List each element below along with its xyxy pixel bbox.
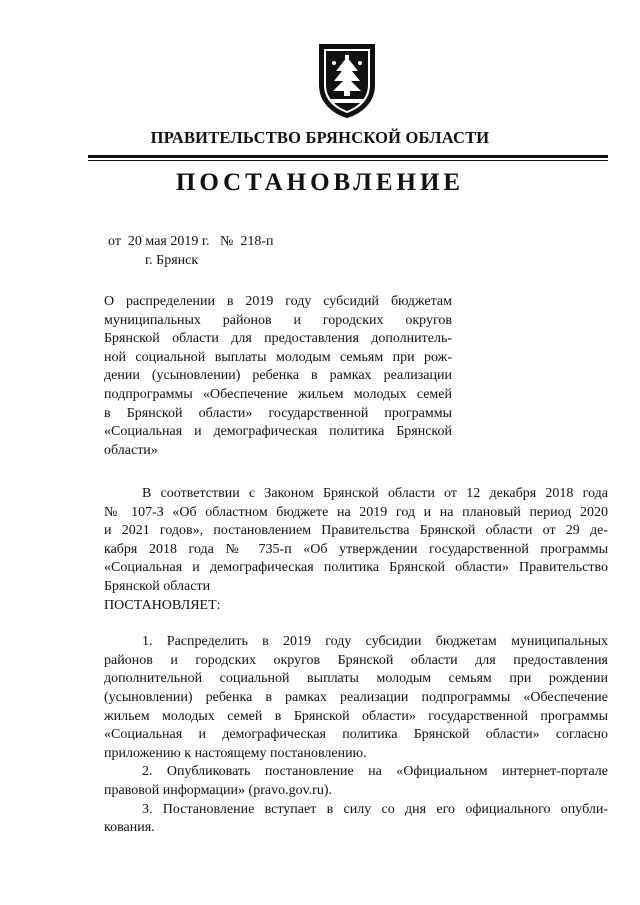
item-1-line: (усыновлении) ребенка в рамках реализации подпрограммы «Обеспечение: [104, 689, 608, 705]
subject-line: области»: [104, 442, 158, 458]
resolves-heading: ПОСТАНОВЛЯЕТ:: [104, 597, 221, 613]
item-3-line: кования.: [104, 820, 155, 836]
preamble-line: № 107-З «Об областном бюджете на 2019 год и на плановый период 2020: [104, 504, 608, 520]
subject-line: ной социальной выплаты молодым семьям при рож-: [104, 349, 452, 365]
preamble-line: В соответствии с Законом Брянской области от 12 декабря 2018 года: [142, 486, 608, 501]
subject-line: в Брянской области» государственной программы: [104, 405, 452, 421]
preamble-line: и 2021 годов», постановлением Правительства Брянской области от 29 де-: [104, 523, 608, 539]
preamble-line: «Социальная и демографическая политика Брянской области» Правительство: [104, 560, 608, 576]
header-rule-thick: [88, 155, 608, 158]
city: г. Брянск: [145, 253, 199, 268]
bryansk-coat-of-arms-icon: [316, 41, 378, 119]
item-2-line: 2. Опубликовать постановление на «Официальном интернет-портале: [142, 764, 608, 780]
subject-line: «Социальная и демографическая политика Брянской: [104, 424, 452, 440]
item-3-line: 3. Постановление вступает в силу со дня его официального опубли-: [142, 801, 608, 817]
document-subject: [104, 293, 452, 460]
item-1-line: районов и городских округов Брянской области для предоставления: [104, 652, 608, 668]
subject-line: Брянской области для предоставления дополнитель-: [104, 331, 452, 347]
item-2-line: правовой информации» (pravo.gov.ru).: [104, 782, 332, 798]
document-body: [104, 485, 608, 838]
subject-line: О распределении в 2019 году субсидий бюджетам: [104, 294, 452, 309]
subject-line: муниципальных районов и городских округов: [104, 312, 452, 328]
item-1-line: приложению к настоящему постановлению.: [104, 745, 367, 761]
item-1-line: дополнительной социальной выплаты молодым семьям при рождении: [104, 671, 608, 687]
preamble-line: Брянской области: [104, 578, 211, 594]
preamble-line: кабря 2018 года № 735-п «Об утверждении государственной программы: [104, 541, 608, 557]
item-1-line: 1. Распределить в 2019 году субсидии бюджетам муниципальных: [142, 634, 608, 650]
subject-line: подпрограммы «Обеспечение жильем молодых семей: [104, 386, 452, 402]
date-and-number: от 20 мая 2019 г. № 218-п: [108, 234, 274, 249]
header-rule-thin: [88, 160, 608, 161]
issuing-authority: ПРАВИТЕЛЬСТВО БРЯНСКОЙ ОБЛАСТИ: [150, 128, 490, 147]
item-1-line: жильем молодых семей в Брянской области» государственной программы: [104, 708, 608, 724]
item-1-line: «Социальная и демографическая политика Брянской области» согласно: [104, 727, 608, 743]
document-type-title: ПОСТАНОВЛЕНИЕ: [175, 169, 465, 196]
subject-line: дении (усыновлении) ребенка в рамках реализации: [104, 368, 452, 384]
